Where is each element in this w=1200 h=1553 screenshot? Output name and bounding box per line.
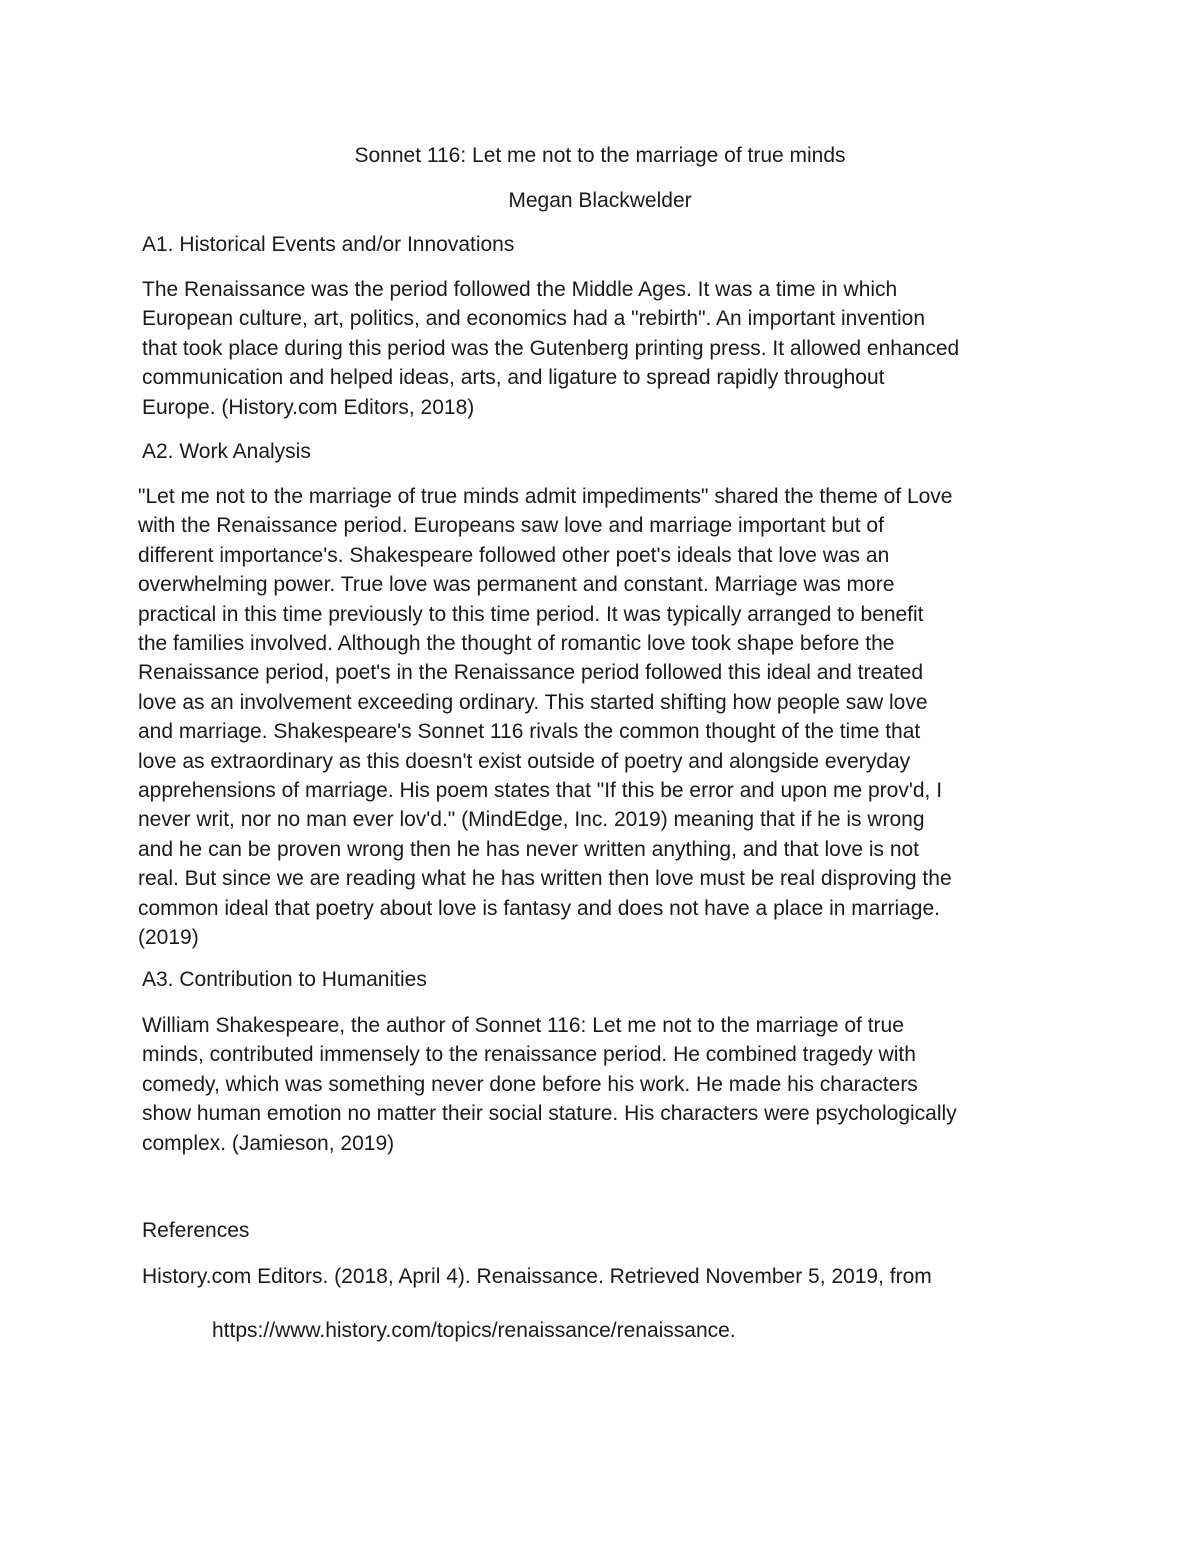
document-title: Sonnet 116: Let me not to the marriage of true minds [354, 144, 846, 167]
author-name: Megan Blackwelder [508, 189, 692, 212]
paragraph-line: European culture, art, politics, and economics had a "rebirth". An important invention [142, 307, 926, 331]
paragraph-line: The Renaissance was the period followed the Middle Ages. It was a time in which [142, 278, 898, 301]
section-paragraph-a1 [142, 275, 1072, 422]
paragraph-line: and he can be proven wrong then he has never written anything, and that love is not [138, 837, 920, 861]
paragraph-line: "Let me not to the marriage of true minds admit impediments" shared the theme of Love [138, 485, 953, 508]
paragraph-line: Europe. (History.com Editors, 2018) [142, 395, 475, 419]
paragraph-line: real. But since we are reading what he has written then love must be real disproving the [138, 867, 952, 891]
paragraph-line: comedy, which was something never done before his work. He made his characters [142, 1072, 918, 1096]
section-paragraph-a3 [142, 1011, 1072, 1158]
section-heading-a1: A1. Historical Events and/or Innovations [142, 233, 515, 256]
section-heading-a3: A3. Contribution to Humanities [142, 968, 427, 991]
reference-url: https://www.history.com/topics/renaissance/renaissance. [212, 1319, 736, 1342]
paragraph-line: William Shakespeare, the author of Sonnet 116: Let me not to the marriage of true [142, 1014, 904, 1037]
paragraph-line: with the Renaissance period. Europeans saw love and marriage important but of [138, 514, 884, 538]
paragraph-line: complex. (Jamieson, 2019) [142, 1131, 395, 1155]
paragraph-line: common ideal that poetry about love is fantasy and does not have a place in marriage. [138, 896, 940, 920]
paragraph-line: practical in this time previously to this time period. It was typically arranged to benefit [138, 602, 924, 626]
paragraph-line: never writ, nor no man ever lov'd." (MindEdge, Inc. 2019) meaning that if he is wrong [138, 808, 925, 832]
paragraph-line: and marriage. Shakespeare's Sonnet 116 rivals the common thought of the time that [138, 720, 921, 744]
paragraph-line: apprehensions of marriage. His poem states that "If this be error and upon me prov'd, I [138, 779, 943, 803]
paragraph-line: different importance's. Shakespeare followed other poet's ideals that love was an [138, 543, 890, 567]
reference-entry: History.com Editors. (2018, April 4). Renaissance. Retrieved November 5, 2019, from [142, 1265, 932, 1288]
paragraph-line: (2019) [138, 926, 199, 950]
references-heading: References [142, 1219, 250, 1242]
paragraph-line: that took place during this period was the Gutenberg printing press. It allowed enhanced [142, 336, 960, 360]
section-heading-a2: A2. Work Analysis [142, 440, 311, 463]
paragraph-line: the families involved. Although the thought of romantic love took shape before the [138, 632, 895, 656]
paragraph-line: love as extraordinary as this doesn't exist outside of poetry and alongside everyday [138, 749, 911, 773]
paragraph-line: overwhelming power. True love was permanent and constant. Marriage was more [138, 573, 895, 597]
paragraph-line: minds, contributed immensely to the renaissance period. He combined tragedy with [142, 1043, 916, 1067]
paragraph-line: love as an involvement exceeding ordinary. This started shifting how people saw love [138, 690, 928, 714]
paragraph-line: Renaissance period, poet's in the Renaissance period followed this ideal and treated [138, 661, 924, 685]
paragraph-line: show human emotion no matter their social stature. His characters were psychologically [142, 1102, 957, 1126]
section-paragraph-a2 [138, 482, 1078, 953]
paragraph-line: communication and helped ideas, arts, and ligature to spread rapidly throughout [142, 366, 885, 390]
